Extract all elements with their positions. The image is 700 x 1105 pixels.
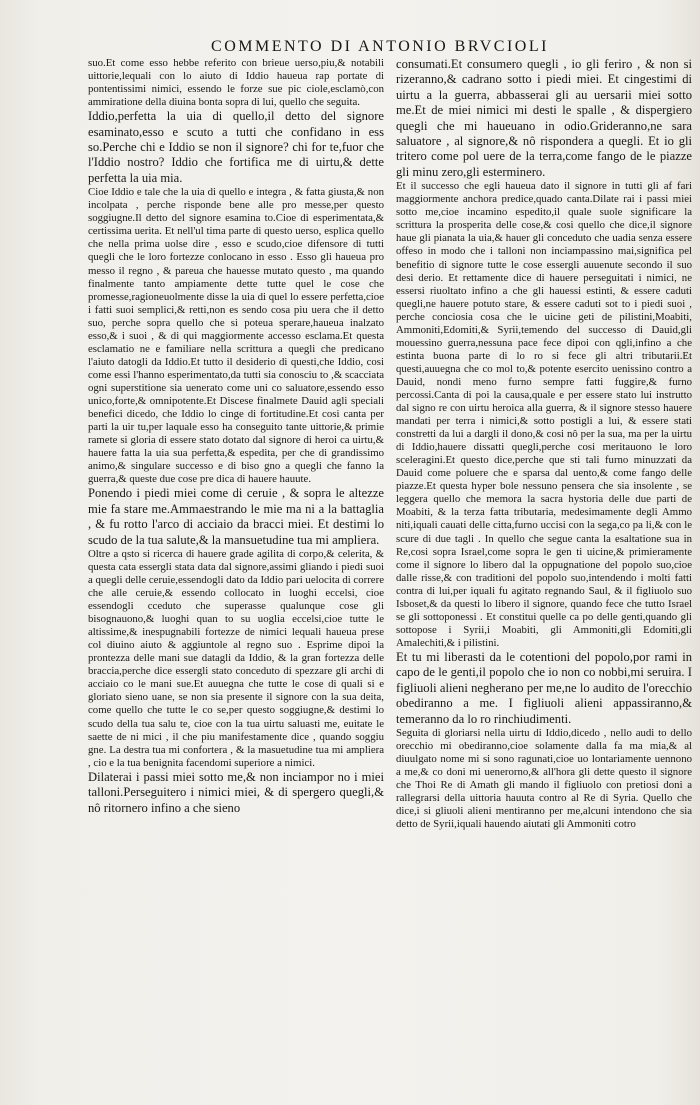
scripture-verse: consumati.Et consumero quegli , io gli feriro , & non si rizeranno,& cadrano sotto i piedi miei. Et cingestimi di uirtu a la guerra, abbasserai gli au uersarii miei sotto me.Et de miei nimici mi desti le spalle , & dispergiero quegli che mi haueuano in odio.Grideranno,ne sara saluatore , al signore,& nô rispondera a quegli. Et io gli tritero come pol uere de la terra,come fango de le piazze gli minu zero,gli esterminero. <box>396 57 692 179</box>
commentary-paragraph: Seguita di gloriarsi nella uirtu di Iddio,dicedo , nello audi to dello orecchio mi obediranno,cioe solamente dalla fa ma mia,& al diuulgato nome mi si sono ragunati,cioe uo lontariamente uennono a me,& co doni mi uenerorno,& all'hora gli dette questo il signore che Thoi Re di Amath gli mando il figliuolo con pretiosi doni a rallegrarsi della uittoria hauuta contro al Re di Syria. Quello che dice,i si gliuoli alieni mentiranno per me,alcuni intendono che sia detto de Syrii,iquali hauendo aiutati gli Ammoniti cotro <box>396 726 692 831</box>
commentary-paragraph: Et il successo che egli haueua dato il signore in tutti gli af fari maggiormente anchora predice,quado canta.Dilate rai i passi miei sotto me,cioe incamino espedito,il quale suole significare la scrittura la prosperita delle cose,& cosi quello che dice,il signore haue gli pianata la uia,& hauer gli conceduto che uadia senza essere offeso in modo che i talloni non inciampassino mai,significa pel benefitio di signore tutte le cose essergli auuenute secondo il suo desi derio. Et rettamente dice di hauere perseguitati i nimici, ne essersi riuoltato infino a che gli hauessi estinti, & essere caduti quegli,ne hauere potuto stare, & essere caduti sot to i piedi suoi , perche conciosia cosa che le uicine geti de pilistini,Moabiti, Ammoniti,Edomiti,& Syrii,temendo del successo di Dauid,gli mouessino guerra,nessuna pace fece dipoi con qgli,infino a che estinta buona parte di lo ro si fece gli altri tributarii.Et questi,auuegna che co mol to,& potente esercito uenissino contro a Dauid, nondi meno furno sempre fatti fuggire,& furno percossi.Canta di poi la causa,quale e per essere stato lui instrutto dal signo re con uirtu heroica alla guerra, & il signore stesso hauere mandati per terra i nimici,& sotto postigli a lui, & essere stati constretti da lui a dargli il dono,& cosi nô per la sua, ma per la uirtu di Iddio,hauere dissatti quegli,perche cosi meritauono le loro sceleragini.Et questo dice,perche que sti tali furno minuzzati da Dauid come poluere che e sparsa dal uento,& come fango delle piazze.Et questa hyper bole nessuno pensera che sia insolente , se leggera quello che memora la sacra hystoria delle due parti de Moabiti, & la terza fatta tributaria, medesimamente degli Ammo niti,iquali cauati delle citta,furno uccisi con la sega,co pa li,& con le scure di due tagli . In quello che segue canta la esaltatione sua in Re,cosi sopra Israel,come sopra le gen ti uicine,& primieramente come il signore lo libero dal la oppugnatione del popolo suo,cioe dalle risse,& con traditioni del popolo suo,intendendo i molti fatti contra di lui,per iquali fu agitato regnando Saul, & il figliuolo suo Isboset,& da questi lo libero il signore, quando fece che tutto Israel se gli sottoponessi . Et constitui quelle ca po delle genti,quando gli sottopose i Syrii,i Moabiti, gli Ammoniti,gli Edomiti,gli Amalechiti,& i pilistini. <box>396 180 692 649</box>
scripture-verse: Ponendo i piedi miei come di ceruie , & sopra le altezze mie fa stare me.Ammaestrando le mie ma ni a la battaglia , & fu rotto l'arco di acciaio da bracci miei. Et destimi lo scudo de la tua salute,& la mansuetudine tua mi ampliera. <box>88 486 384 547</box>
running-head: COMMENTO DI ANTONIO BRVCIOLI <box>211 38 549 55</box>
scripture-verse: Et tu mi liberasti da le cotentioni del popolo,por rami in capo de le genti,il popolo che io non co nobbi,mi seruira. I figliuoli alieni negherano per me,ne lo audito de l'orecchio obediranno a me. I figliuoli alieni appassiranno,& temeranno da lo ro rinchiudimenti. <box>396 649 692 726</box>
commentary-paragraph: Cioe Iddio e tale che la uia di quello e integra , & fatta giusta,& non incolpata , perche risponde bene alle pro messe,per questo soggiugne.Il detto del signore esamina to.Cioe di esperimentata,& certissima uerita. Et nell'ul tima parte di questo uerso, esplica quello che nella prima uolse dire , esso e scudo,cioe difensore di tutti quegli che le loro fortezze conlocano in esso . Esso gli haueua pro messo il regno , & pareua che hauesse mutato questo , ma quando finalmente tanto ampiamente dette tutte quel le cose che promesse,ragioneuolmente disse la uia di quel lo essere perfetta,cioe i fatti suoi semplici,& retti,non es sendo cosa piu uera che il detto suo, perche sopra quello che si poteua sperare,haueua inalzato esso,& i suoi , & di qui maggiormente accesso esclama.Et questa esclamatio ne e familiare nella scrittura a quegli che predicano l'aiuto datogli da Iddio.Et tutto il desiderio di questi,che Iddio, cosi come essi l'hanno esperimentato,da tutti sia conosciu to ,& scacciata ogni superstitione sia uenerato come uni co saluatore,essendo esso unico,forte,& omnipotente.Et Discese finalmete Dauid agli speciali benefici dicedo, che Iddio lo cinge di fortitudine.Et cosi canta per parti la uir tu,per laquale esso ha conseguito tante uittorie,& primie ramete si gloria di essere stato dotato dal signore di heroi ca uirtu,& hauere fatta la uia sua perfetta,& espedita, per che di grandissimo animo,& singulare successo e di biso gno a quegli che fanno la guerra,& queste due cose pre dica di hauere hauute. <box>88 186 384 486</box>
scripture-verse: Dilaterai i passi miei sotto me,& non inciampor no i miei talloni.Perseguitero i nimici miei, & di spergero quegli,& nô ritornero infino a che sieno <box>88 769 384 815</box>
commentary-paragraph: Oltre a qsto si ricerca di hauere grade agilita di corpo,& celerita, & questa cata essergli stata data dal signore,assimi gliando i piedi suoi a quegli delle ceruie,essendogli dato da Iddio pari uelocita di correre che alle ceruie,& essendo collocato in luoghi eccelsi, cioe essendogli cceduto che superasse qualunque cose gli bisognauono,& luoghi quan to su uoglia eccelsi,cioe tutte le altissime,& inespugnabili fortezze de nimici lequali haueua prese col diuino aiuto & aggiuntole al regno suo . Esprime dipoi la prontezza delle mani sue datagli da Iddio, & la gran fortezza delle braccia,perche dice essergli stato conceduto di spezzare gli archi di acciaio co le mani sue.Et auuegna che tutte le cose di quali si e gloriato sieno uane, se non sia presente il signore con la sua deita, come quello che tutte le co se,per questo soggiugne,& destimi lo scudo della tua salu te, cioe con la tua uirtu saluasti me, euitate le saette de ni mici , il che piu manifestamente dice , quando soggiu gne. La destra tua mi confortera , & la masuetudine tua mi ampliera , cio e la tua benignita facendomi superiore a nimici. <box>88 547 384 769</box>
commentary-paragraph: suo.Et come esso hebbe referito con brieue uerso,piu,& notabili uittorie,lequali con lo aiuto di Iddio haueua rap portate di pontentissimi nimici, essendo le forze sue pic ciole,esclamò,con ammiratione della diuina bonta sopra di lui, quello che seguita. <box>88 57 384 109</box>
scripture-verse: Iddio,perfetta la uia di quello,il detto del signore esaminato,esso e scuto a tutti che confidano in ess so.Perche chi e Iddio se non il signore? chi for te,fuor che l'Iddio nostro? Iddio che fortifica me di uirtu,& dette perfetta la uia mia. <box>88 109 384 185</box>
right-column <box>396 57 692 1057</box>
left-column <box>88 57 384 1057</box>
